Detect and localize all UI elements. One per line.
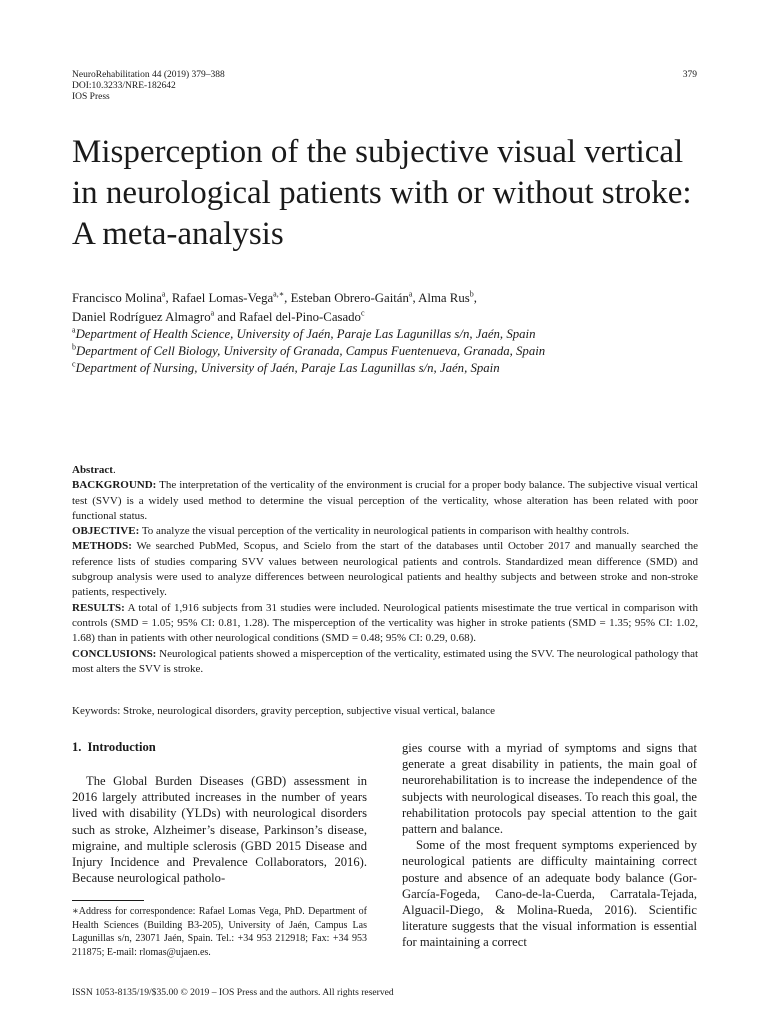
- right-column: [402, 740, 697, 951]
- affiliation-text: Department of Nursing, University of Jaén, Paraje Las Lagunillas s/n, Jaén, Spain: [75, 361, 500, 375]
- publisher: IOS Press: [72, 92, 110, 103]
- author-list: [72, 289, 712, 326]
- author-name: Esteban Obrero-Gaitán: [290, 291, 409, 305]
- abstract-background-text: The interpretation of the verticality of the environment is crucial for a proper body balance. The subjective visual vertical test (SVV) is a widely used method to determine the visual perception of the verticality, whose alteration has been related with poor functional status.: [72, 479, 698, 522]
- author-affiliation-mark: b: [469, 289, 474, 299]
- abstract-heading-line: [72, 463, 698, 478]
- author-affiliation-mark: a: [408, 289, 413, 299]
- journal-citation: NeuroRehabilitation 44 (2019) 379–388: [72, 70, 225, 80]
- abstract-methods-text: We searched PubMed, Scopus, and Scielo from the start of the databases until October 2017 and manually searched the reference lists of studies comparing SVV values between neurological patients and controls. Standardized mean difference (SMD) and subgroup analysis were used to analyze differences between neurological patients and healthy subjects and between stroke and non-stroke patients, respectively.: [72, 540, 698, 599]
- affiliation-mark: c: [72, 359, 76, 369]
- affiliation-mark: b: [72, 342, 76, 352]
- footnote-rule: [72, 900, 144, 901]
- author-separator: and: [214, 309, 240, 324]
- abstract-background-label: BACKGROUND:: [72, 479, 157, 492]
- affiliation-mark: a: [72, 325, 76, 335]
- abstract-background: [72, 478, 698, 524]
- left-column: [72, 773, 367, 886]
- abstract-methods-label: METHODS:: [72, 540, 132, 553]
- author-name: Rafael del-Pino-Casado: [239, 309, 361, 324]
- doi: DOI:10.3233/NRE-182642: [72, 81, 176, 92]
- affiliation-c: [72, 360, 712, 376]
- correspondence-footnote: ∗Address for correspondence: Rafael Lomas Vega, PhD. Department of Health Sciences (Building B3-205), University of Jaén, Campus Las Lagunillas s/n, 23071 Jaén, Spain. Tel.: +34 953 212918; Fax: +34 953 211875; E-mail: rlomas@ujaen.es.: [72, 906, 367, 958]
- abstract-results: [72, 601, 698, 647]
- author-separator: ,: [412, 291, 419, 305]
- author-separator: ,: [284, 291, 291, 305]
- abstract-objective-label: OBJECTIVE:: [72, 525, 140, 538]
- abstract-conclusions-label: CONCLUSIONS:: [72, 647, 157, 660]
- journal-header: [72, 70, 225, 104]
- abstract-conclusions-text: Neurological patients showed a misperception of the verticality, estimated using the SVV. The neurological pathology that most alters the SVV is stroke.: [72, 647, 699, 675]
- author-affiliation-mark: a,∗: [273, 289, 285, 299]
- body-paragraph: gies course with a myriad of symptoms and signs that generate a great disability in patients, the main goal of neurorehabilitation is to increase the independence of the subjects with neurological diseases. To reach this goal, the rehabilitation protocols pay special attention to the gait pattern and balance.: [402, 741, 697, 837]
- page-number: 379: [682, 70, 697, 80]
- author-line-2: [72, 308, 712, 327]
- abstract-results-text: A total of 1,916 subjects from 31 studies were included. Neurological patients misestimate the true vertical in comparison with controls (SMD = 1.05; 95% CI: 0.81, 1.28). The misperception of the verticality was higher in stroke patients (SMD = 1.35; 95% CI: 1.02, 1.68) than in patients with other neurological conditions (SMD = 0.48; 95% CI: 0.29, 0.68).: [72, 601, 698, 645]
- author-affiliation-mark: c: [360, 308, 365, 318]
- affiliation-b: [72, 343, 712, 359]
- author-separator: ,: [473, 291, 477, 305]
- abstract-methods: [72, 539, 698, 600]
- author-affiliation-mark: a: [210, 308, 215, 318]
- abstract: [72, 463, 698, 677]
- author-name: Alma Rus: [418, 291, 470, 305]
- abstract-results-label: RESULTS:: [72, 601, 125, 614]
- abstract-heading: Abstract: [72, 464, 113, 476]
- section-heading: [72, 740, 162, 755]
- affiliation-text: Department of Cell Biology, University of Granada, Campus Fuentenueva, Granada, Spain: [76, 344, 546, 358]
- abstract-objective-text: To analyze the visual perception of the verticality in neurological patients in comparison with healthy controls.: [141, 525, 630, 538]
- author-name: Francisco Molina: [72, 291, 162, 305]
- section-number: 1.: [72, 740, 82, 754]
- author-name: Daniel Rodríguez Almagro: [72, 309, 211, 324]
- affiliation-a: [72, 326, 712, 342]
- body-paragraph: Some of the most frequent symptoms experienced by neurological patients are difficulty maintaining correct posture and absence of an adequate body balance (Gor-García-Fogeda, Cano-de-la-Cuerda, Carratala-Tejada, Alguacil-Diego, & Molina-Rueda, 2016). Scientific literature suggests that the visual information is essential for maintaining a correct: [402, 838, 697, 950]
- abstract-objective: [72, 524, 698, 539]
- article-title: Misperception of the subjective visual vertical in neurological patients with or without stroke: A meta-analysis: [72, 134, 692, 252]
- affiliation-text: Department of Health Science, University of Jaén, Paraje Las Lagunillas s/n, Jaén, Spain: [75, 327, 536, 341]
- author-line-1: [72, 289, 712, 308]
- author-separator: ,: [165, 291, 172, 305]
- author-name: Rafael Lomas-Vega: [171, 291, 274, 305]
- body-paragraph: The Global Burden Diseases (GBD) assessment in 2016 largely attributed increases in the number of years lived with disability (YLDs) with neurological disorders such as stroke, Alzheimer’s disease, Parkinson’s disease, migraine, and multiple sclerosis (GBD 2015 Disease and Injury Incidence and Prevalence Collaborators, 2016). Because neurological patholo-: [72, 774, 367, 886]
- section-title: Introduction: [87, 740, 156, 754]
- author-affiliation-mark: a: [161, 289, 166, 299]
- issn-copyright: ISSN 1053-8135/19/$35.00 © 2019 – IOS Press and the authors. All rights reserved: [72, 987, 394, 998]
- abstract-conclusions: [72, 647, 698, 678]
- abstract-heading-period: .: [112, 464, 116, 476]
- keywords: Keywords: Stroke, neurological disorders, gravity perception, subjective visual vertical, balance: [72, 705, 496, 717]
